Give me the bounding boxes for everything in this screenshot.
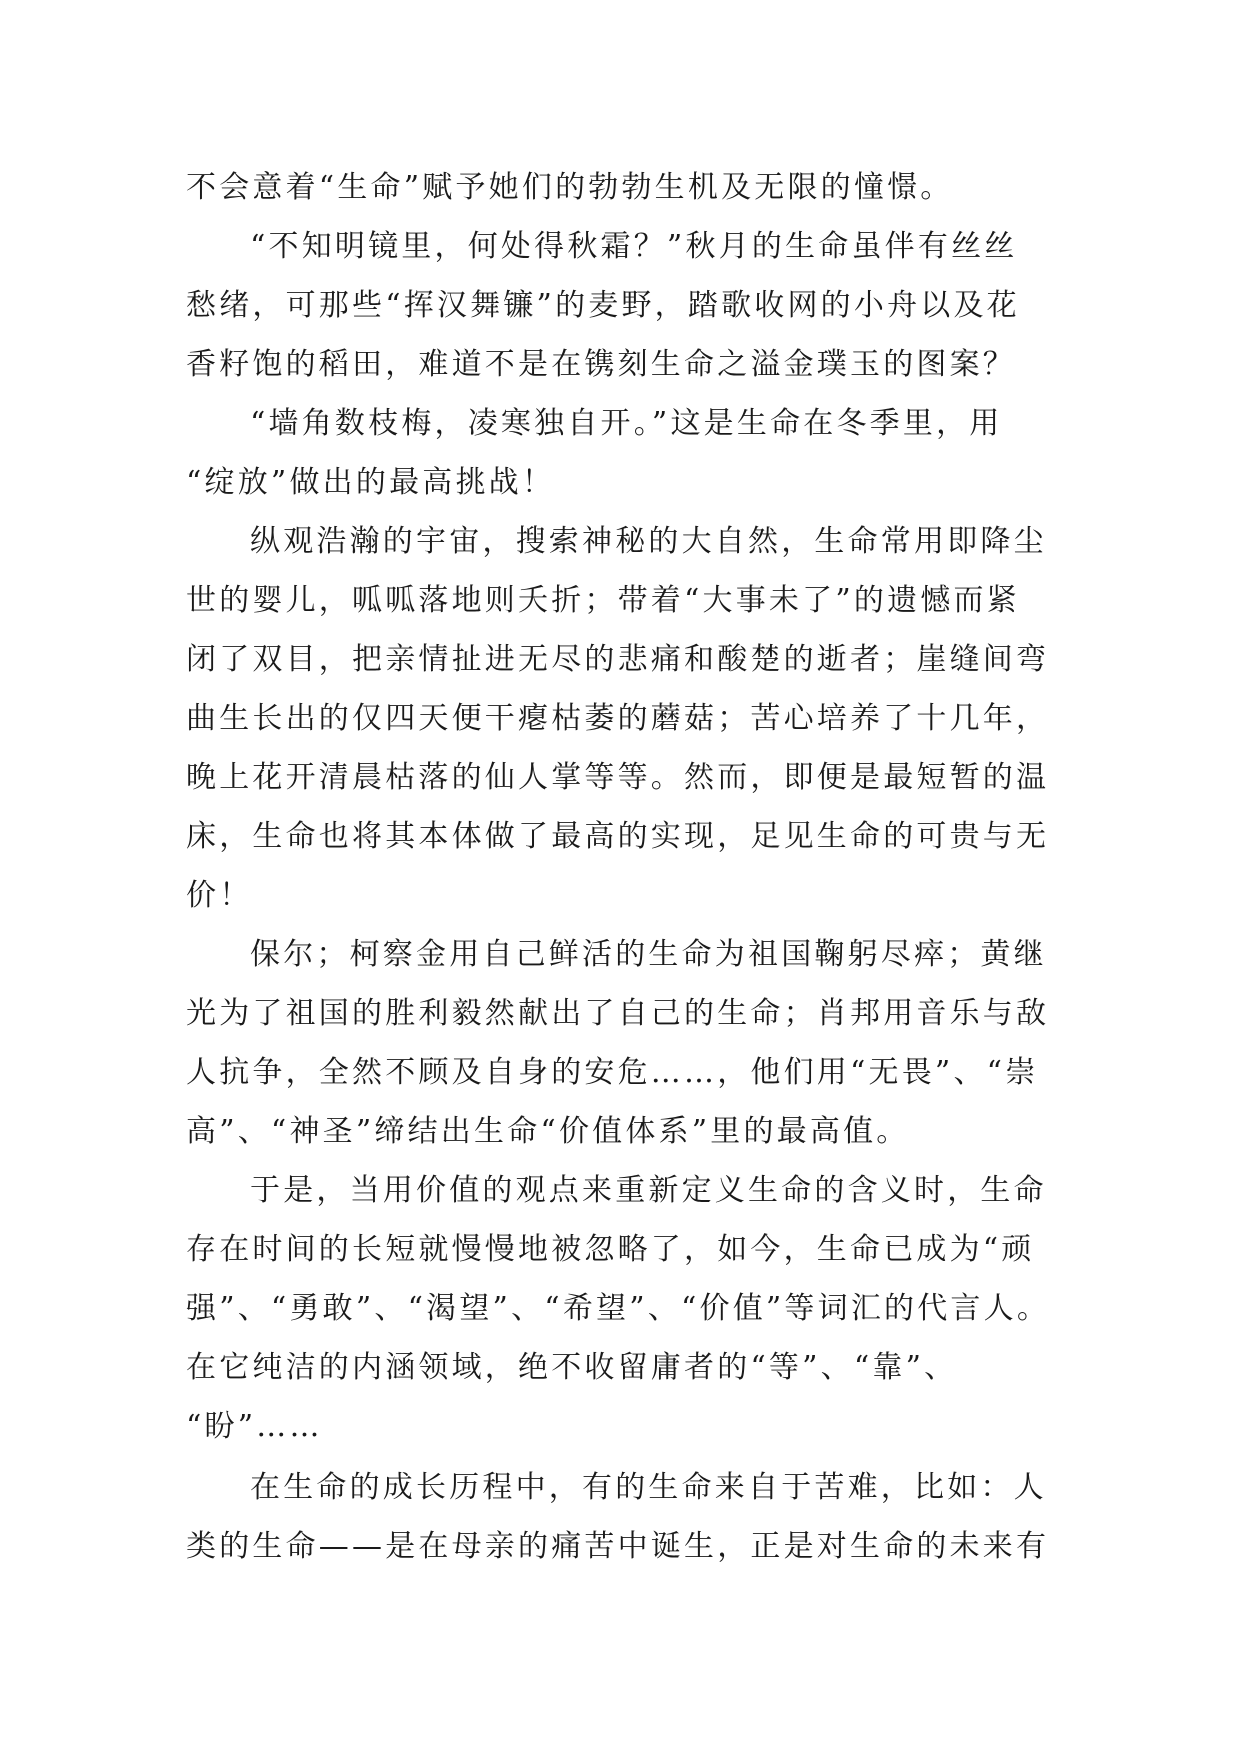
text-line: 愁绪，可那些“挥汉舞镰”的麦野，踏歌收网的小舟以及花 (186, 288, 1020, 323)
text-line: 人抗争，全然不顾及自身的安危……，他们用“无畏”、“崇 (186, 1055, 1039, 1090)
text-line: 类的生命——是在母亲的痛苦中诞生，正是对生命的未来有 (186, 1529, 1050, 1564)
text-line: 价！ (186, 878, 253, 913)
text-line: 晚上花开清晨枯落的仙人掌等等。然而，即便是最短暂的温 (186, 760, 1050, 795)
text-line: 纵观浩瀚的宇宙，搜索神秘的大自然，生命常用即降尘 (250, 524, 1047, 559)
text-line: 强”、“勇敢”、“渴望”、“希望”、“价值”等词汇的代言人。 (186, 1291, 1051, 1326)
text-line: 闭了双目，把亲情扯进无尽的悲痛和酸楚的逝者；崖缝间弯 (186, 642, 1050, 677)
text-line: 不会意着“生命”赋予她们的勃勃生机及无限的憧憬。 (186, 170, 954, 205)
document-body (186, 158, 1056, 1576)
text-line: 保尔；柯察金用自己鲜活的生命为祖国鞠躬尽瘁；黄继 (250, 937, 1047, 972)
text-line: “盼”…… (186, 1409, 323, 1444)
text-line: 曲生长出的仅四天便干瘪枯萎的蘑菇；苦心培养了十几年， (186, 701, 1050, 736)
text-line: “墙角数枝梅，凌寒独自开。”这是生命在冬季里，用 (250, 406, 1003, 441)
text-line: 在生命的成长历程中，有的生命来自于苦难，比如：人 (250, 1470, 1047, 1505)
text-line: 床，生命也将其本体做了最高的实现，足见生命的可贵与无 (186, 819, 1050, 854)
text-line: 在它纯洁的内涵领域，绝不收留庸者的“等”、“靠”、 (186, 1350, 958, 1385)
text-line: 香籽饱的稻田，难道不是在镌刻生命之溢金璞玉的图案？ (186, 347, 1016, 382)
text-line: “绽放”做出的最高挑战！ (186, 465, 556, 500)
text-line: 存在时间的长短就慢慢地被忽略了，如今，生命已成为“顽 (186, 1232, 1035, 1267)
text-line: 于是，当用价值的观点来重新定义生命的含义时，生命 (250, 1173, 1047, 1208)
text-line: 光为了祖国的胜利毅然献出了自己的生命；肖邦用音乐与敌 (186, 996, 1050, 1031)
text-line: “不知明镜里，何处得秋霜？”秋月的生命虽伴有丝丝 (250, 229, 1018, 264)
text-line: 世的婴儿，呱呱落地则夭折；带着“大事未了”的遗憾而紧 (186, 583, 1020, 618)
text-line: 高”、“神圣”缔结出生命“价值体系”里的最高值。 (186, 1114, 910, 1149)
